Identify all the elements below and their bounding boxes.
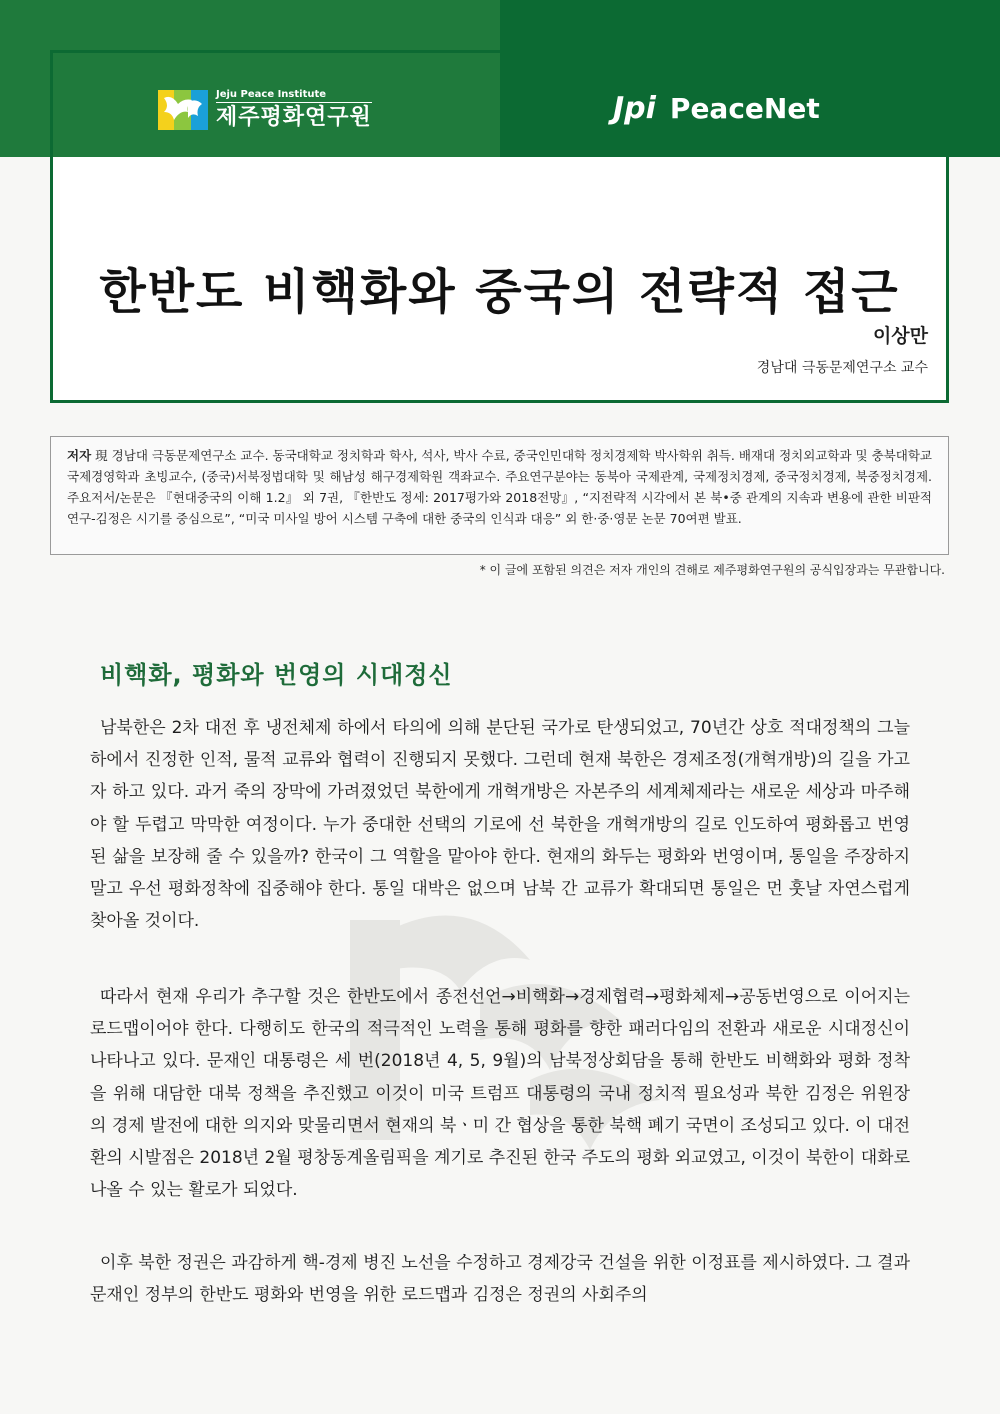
bio-text: 現 경남대 극동문제연구소 교수. 동국대학교 정치학과 학사, 석사, 박사 수료, 중국인민대학 정치경제학 박사학위 취득. 배재대 정치외교학과 및 충북대학교 국제경영학과 초빙교수, (중국)서북정법대학 및 해남성 해구경제학원 객좌교수. 주요연구분야는 동북아 국제관계, 국제정치경제, 중국정치경제, 북중정치경제. 주요저서/논문은 『현대중국의 이해 1.2』 외 7권, 『한반도 정세: 2017평가와 2018전망』, “지전략적 시각에서 본 북•중 관계의 지속과 변용에 관한 비판적 연구-김정은 시기를 중심으로”, “미국 미사일 방어 시스템 구축에 대한 중국의 인식과 대응” 외 한·중·영문 논문 70여편 발표. [67,448,932,526]
jeju-peace-institute-logo [158,89,372,131]
peacenet-logo [613,91,820,126]
disclaimer: * 이 글에 포함된 의견은 저자 개인의 견해로 제주평화연구원의 공식입장과는 무관합니다. [479,563,945,577]
body-paragraph-2: 따라서 현재 우리가 추구할 것은 한반도에서 종전선언→비핵화→경제협력→평화체제→공동번영으로 이어지는 로드맵이어야 한다. 다행히도 한국의 적극적인 노력을 통해 평화를 향한 패러다임의 전환과 새로운 시대정신이 나타나고 있다. 문재인 대통령은 세 번(2018년 4, 5, 9월)의 남북정상회담을 통해 한반도 비핵화와 평화 정착을 위해 대담한 대북 정책을 추진했고 이것이 미국 트럼프 대통령의 국내 정치적 필요성과 북한 김정은 위원장의 경제 발전에 대한 의지와 맞물리면서 현재의 북ㆍ미 간 협상을 통한 북핵 폐기 국면이 조성되고 있다. 이 대전환의 시발점은 2018년 2월 평창동계올림픽을 계기로 추진된 한국 주도의 평화 외교였고, 이것이 북한이 대화로 나올 수 있는 활로가 되었다. [90,987,910,1201]
author-name: 이상만 [872,325,928,347]
bio-label: 저자 [67,448,92,463]
brand-prefix: Jpi [613,91,656,126]
header-box [50,50,949,403]
author-bio-box [50,436,949,555]
section-heading: 비핵화, 평화와 번영의 시대정신 [100,661,453,689]
org-name-en: Jeju Peace Institute [216,89,372,103]
page-title: 한반도 비핵화와 중국의 전략적 접근 [99,264,900,320]
jpi-logo-mark-icon [158,90,208,130]
author-affiliation: 경남대 극동문제연구소 교수 [756,360,928,376]
org-name-ko: 제주평화연구원 [216,105,372,130]
body-paragraph-3: 이후 북한 정권은 과감하게 핵-경제 병진 노선을 수정하고 경제강국 건설을 위한 이정표를 제시하였다. 그 결과 문재인 정부의 한반도 평화와 번영을 위한 로드맵과 김정은 정권의 사회주의 [90,1253,910,1306]
author-bio [67,445,932,529]
body-paragraph-1: 남북한은 2차 대전 후 냉전체제 하에서 타의에 의해 분단된 국가로 탄생되었고, 70년간 상호 적대정책의 그늘 하에서 진정한 인적, 물적 교류와 협력이 진행되지 못했다. 그런데 현재 북한은 경제조정(개혁개방)의 길을 가고자 하고 있다. 과거 죽의 장막에 가려졌었던 북한에게 개혁개방은 자본주의 세계체제라는 새로운 세상과 마주해야 할 두렵고 막막한 여정이다. 누가 중대한 선택의 기로에 선 북한을 개혁개방의 길로 인도하여 평화롭고 번영된 삶을 보장해 줄 수 있을까? 한국이 그 역할을 맡아야 한다. 현재의 화두는 평화와 번영이며, 통일을 주장하지 말고 우선 평화정착에 집중해야 한다. 통일 대박은 없으며 남북 간 교류가 확대되면 통일은 먼 훗날 자연스럽게 찾아올 것이다. [90,718,910,932]
brand-name: PeaceNet [669,92,820,125]
